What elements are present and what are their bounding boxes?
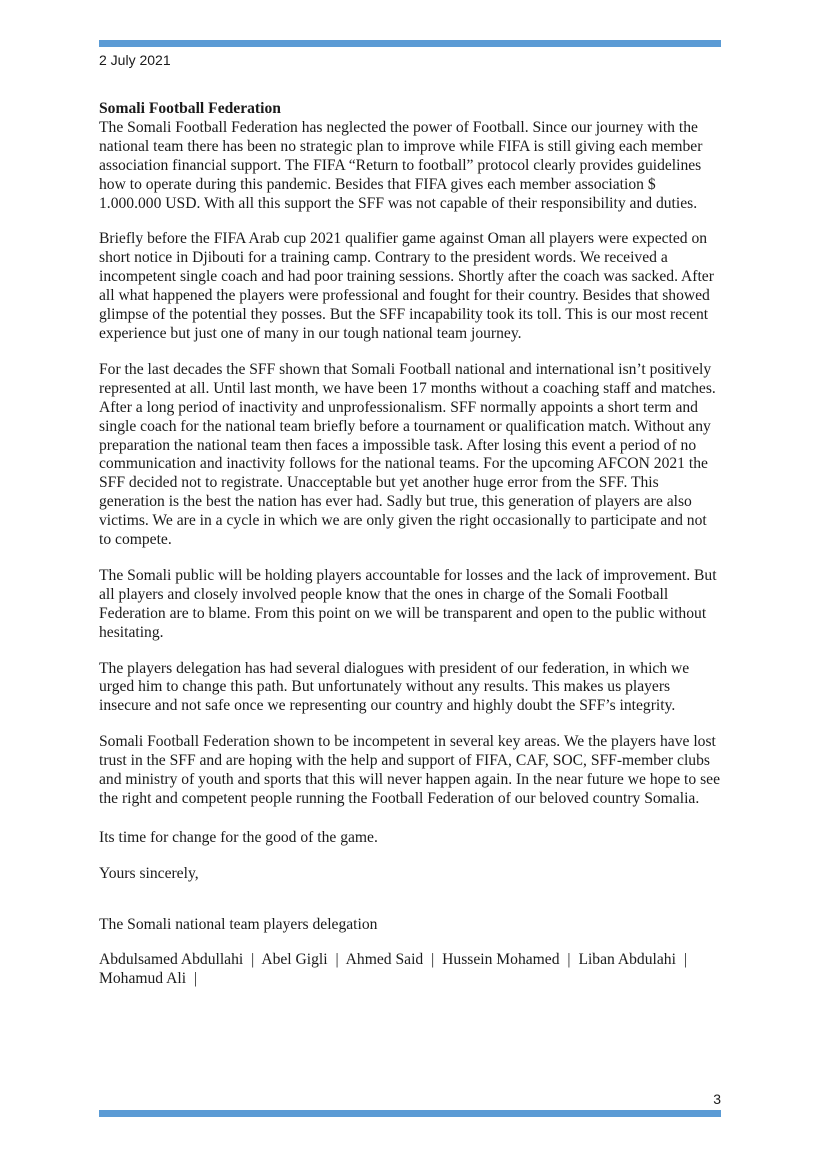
- paragraph-2: Briefly before the FIFA Arab cup 2021 qualifier game against Oman all players were expected on short notice in Djibouti for a training camp. Contrary to the president words. We received a incompetent single coach and had poor training sessions. Shortly after the coach was sacked. After all what happened the players were professional and fought for their country. Besides that showed glimpse of the potential they posses. But the SFF incapability took its toll. This is our most recent experience but just one of many in our tough national team journey.: [99, 230, 714, 342]
- paragraph-6: Somali Football Federation shown to be incompetent in several key areas. We the players have lost trust in the SFF and are hoping with the help and support of FIFA, CAF, SOC, SFF-member clubs and ministry of youth and sports that this will never happen again. In the near future we hope to see the right and competent people running the Football Federation of our beloved country Somalia.: [99, 733, 720, 807]
- signatories-list: [99, 951, 721, 989]
- signatory: Abdulsamed Abdullahi: [99, 950, 244, 968]
- separator: |: [335, 950, 339, 968]
- separator: |: [567, 950, 571, 968]
- signatory: Ahmed Said: [345, 950, 424, 968]
- paragraph-5: The players delegation has had several dialogues with president of our federation, in which we urged him to change this path. But unfortunately without any results. This makes us players insecure and not safe once we representing our country and highly doubt the SFF’s integrity.: [99, 659, 690, 715]
- separator: |: [683, 950, 687, 968]
- signatory: Liban Abdulahi: [578, 950, 676, 968]
- paragraph-1: [99, 100, 721, 213]
- paragraph-4: The Somali public will be holding players accountable for losses and the lack of improvement. But all players and closely involved people know that the ones in charge of the Somali Football Federation are to blame. From this point on we will be transparent and open to the public without hesitating.: [99, 566, 717, 641]
- signatory: Hussein Mohamed: [442, 950, 560, 968]
- paragraph-3: For the last decades the SFF shown that Somali Football national and international isn’t positively represented at all. Until last month, we have been 17 months without a coaching staff and matches. After a long period of inactivity and unprofessionalism. SFF normally appoints a short term and single coach for the national team briefly before a tournament or qualification match. Without any preparation the national team then faces a impossible task. After losing this event a period of no communication and inactivity follows for the national teams. For the upcoming AFCON 2021 the SFF decided not to registrate. Unacceptable but yet another huge error from the SFF. This generation is the best the nation has ever had. Sadly but true, this generation of players are also victims. We are in a cycle in which we are only given the right occasionally to participate and not to compete.: [99, 360, 716, 549]
- sign-off: Yours sincerely,: [99, 864, 199, 882]
- separator: |: [193, 969, 198, 987]
- letter-body: [99, 100, 721, 1005]
- paragraph-text: The Somali Football Federation has neglected the power of Football. Since our journey with the national team there has been no strategic plan to improve while FIFA is still giving each member association financial support. The FIFA “Return to football” protocol clearly provides guidelines how to operate during this pandemic. Besides that FIFA gives each member association $ 1.000.000 USD. With all this support the SFF was not capable of their responsibility and duties.: [99, 118, 703, 212]
- footer-rule: [99, 1110, 721, 1117]
- separator: |: [431, 950, 435, 968]
- letter-heading: Somali Football Federation: [99, 100, 281, 117]
- header-rule: [99, 40, 721, 47]
- page-number: 3: [713, 1091, 721, 1107]
- signatory: Mohamud Ali: [99, 969, 187, 987]
- letter-date: 2 July 2021: [99, 52, 171, 68]
- signatory: Abel Gigli: [261, 950, 328, 968]
- closing-line: Its time for change for the good of the game.: [99, 828, 378, 846]
- separator: |: [251, 950, 255, 968]
- delegation-line: The Somali national team players delegation: [99, 915, 378, 933]
